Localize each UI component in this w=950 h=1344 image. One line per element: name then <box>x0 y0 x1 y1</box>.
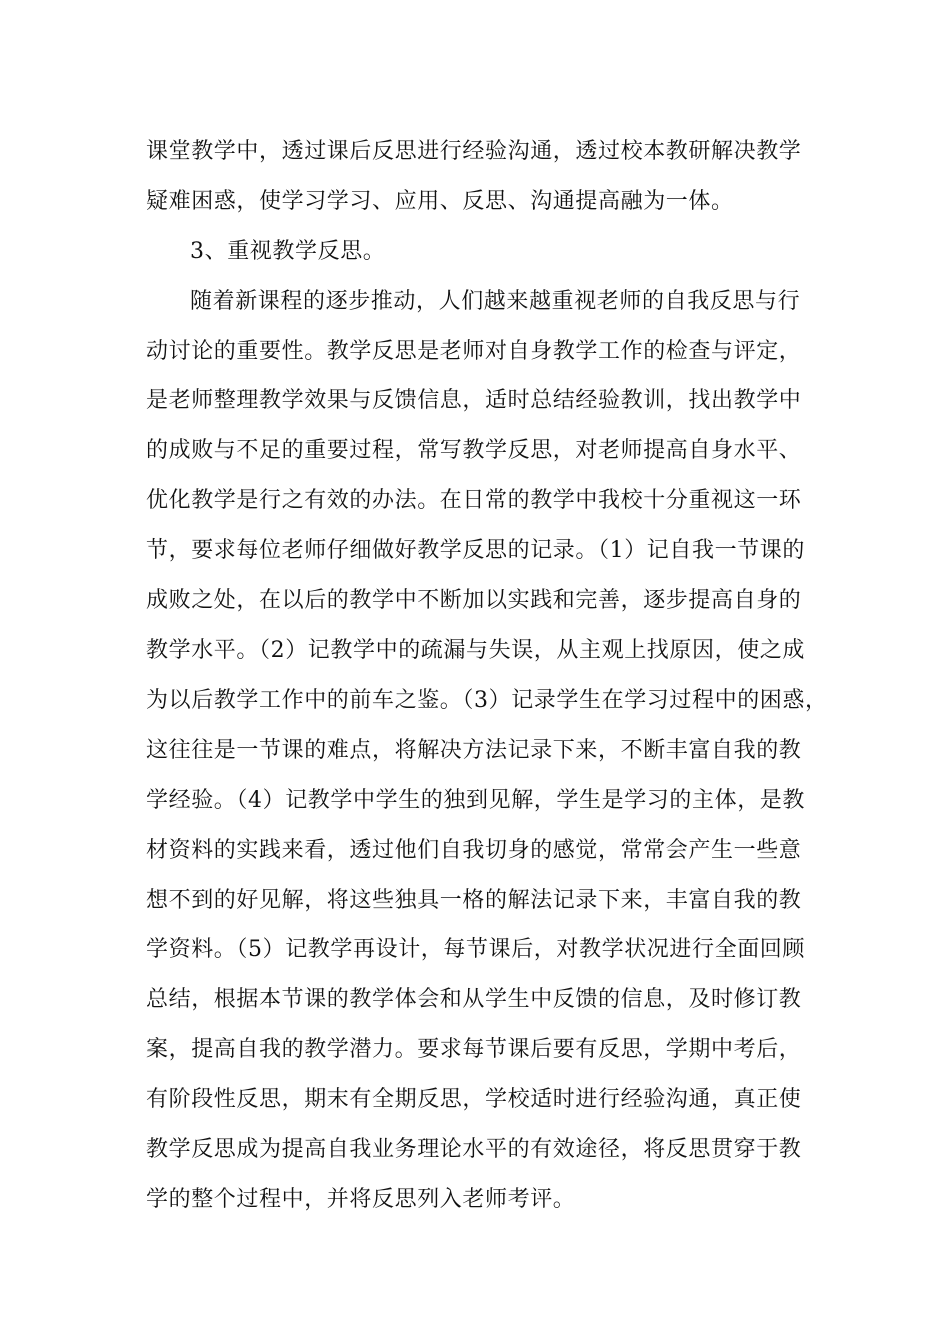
text-line: 案，提高自我的教学潜力。要求每节课后要有反思，学期中考后， <box>146 1037 802 1062</box>
text-line: 学经验。（4）记教学中学生的独到见解，学生是学习的主体，是教 <box>146 788 805 813</box>
text-line: 材资料的实践来看，透过他们自我切身的感觉，常常会产生一些意 <box>146 838 802 863</box>
text-line: 节，要求每位老师仔细做好教学反思的记录。（1）记自我一节课的 <box>146 538 805 563</box>
text-line: 教学反思成为提高自我业务理论水平的有效途径，将反思贯穿于教 <box>146 1137 802 1162</box>
paragraph-first-line: 随着新课程的逐步推动，人们越来越重视老师的自我反思与行 <box>190 289 801 314</box>
text-line: 为以后教学工作中的前车之鉴。（3）记录学生在学习过程中的困惑， <box>146 688 828 713</box>
text-line: 这往往是一节课的难点，将解决方法记录下来，不断丰富自我的教 <box>146 738 802 763</box>
text-line: 动讨论的重要性。教学反思是老师对自身教学工作的检查与评定， <box>146 339 802 364</box>
text-line: 想不到的好见解，将这些独具一格的解法记录下来，丰富自我的教 <box>146 888 802 913</box>
text-line: 学的整个过程中，并将反思列入老师考评。 <box>146 1187 576 1212</box>
text-line: 总结，根据本节课的教学体会和从学生中反馈的信息，及时修订教 <box>146 987 802 1012</box>
text-line: 优化教学是行之有效的办法。在日常的教学中我校十分重视这一环 <box>146 488 802 513</box>
text-line: 疑难困惑，使学习学习、应用、反思、沟通提高融为一体。 <box>146 189 734 214</box>
text-line: 成败之处，在以后的教学中不断加以实践和完善，逐步提高自身的 <box>146 588 802 613</box>
text-line: 课堂教学中，透过课后反思进行经验沟通，透过校本教研解决教学 <box>146 139 802 164</box>
text-line: 有阶段性反思，期末有全期反思，学校适时进行经验沟通，真正使 <box>146 1087 802 1112</box>
text-line: 的成败与不足的重要过程，常写教学反思，对老师提高自身水平、 <box>146 438 802 463</box>
text-line: 是老师整理教学效果与反馈信息，适时总结经验教训，找出教学中 <box>146 388 802 413</box>
text-line: 学资料。（5）记教学再设计，每节课后，对教学状况进行全面回顾 <box>146 937 805 962</box>
section-heading: 3、重视教学反思。 <box>190 239 386 264</box>
text-line: 教学水平。（2）记教学中的疏漏与失误，从主观上找原因，使之成 <box>146 638 805 663</box>
